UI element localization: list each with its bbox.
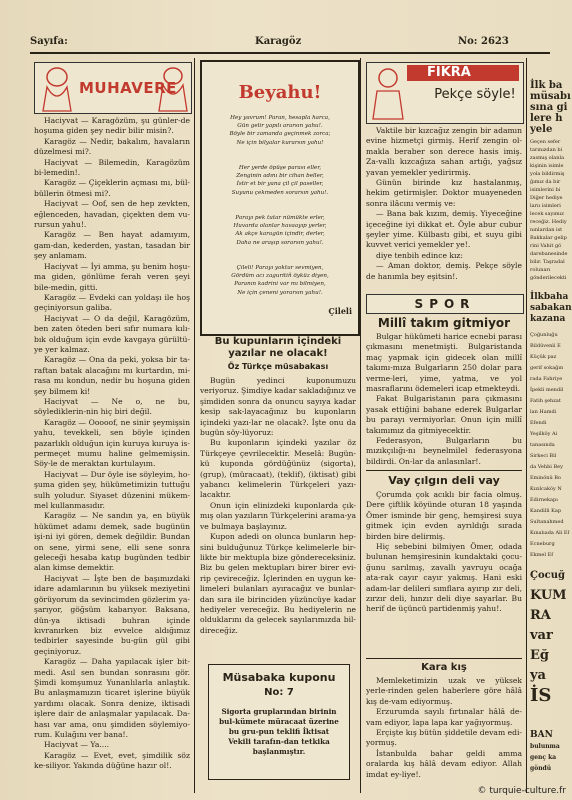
coupon-box[interactable] (208, 664, 350, 780)
kupon-article-body: Bugün yedinci kuponumuzu veriyoruz. Şimdiye kadar sakladığınız ve şimdiden sonra da onuncu sayıya kadar kesip sak-layacağınız bu kuponların içindeki yazı-lar ne olacak?. İşte onu da bugün söy-lüyoruz: Bu kuponların içindeki yazılar öz Türkçeye çevrilecektir. Meselâ: Bugün-kü kuponda gördüğünüz (sigorta), (grup), (müracaat), (teklif), (iktisat) gibi yabancı kelimelerin Türkçeleri yazı-lacaktır. Onun için elinizdeki kuponlarda çık-mış olan yazıların Türkçelerini arama-ya ve bulmaya başlayınız. Kupon adedi on olunca bunların hep-sini bulduğunuz Türkçe kelimelerle bir-likte bir mektupla bize göndereceksiniz. Biz bu gelen mektupları birer birer evi-rip çevireceğiz. İçlerinden en uygun ke-limeleri bulanları ayıracağız ve bunlar-dan sıra ile birinciden yüzüncüye kadar hediyeler vereceğiz. Bu hediyelerin ne olduklarını da gelecek sayılarımızda bil-direceğiz. (200, 376, 357, 635)
beyahu-stanza-2: Her yerde öpüşe parası eller, Zenginin adını bir cihan beller, İstir et bir yana çil çil paseller, Suyunu çekmeden sorarsın yahu!. (231, 165, 329, 196)
edge-bottom-headline: Çocuğ KUM RA var Eğ ya İS (530, 570, 567, 706)
section-rule-1 (366, 470, 522, 471)
fikra-figure-icon (371, 67, 405, 119)
watermark: © turquie-culture.fr (477, 786, 566, 796)
edge-top-headline: İlk ba müsabı sına gi lere h yele (530, 80, 571, 135)
muhavere-body: Haciyvat — Karagözüm, şu günler-de hoşuma giden şey nedir bilir misin?. Karagöz — Nedir, bakalım, havaların düzelmesi mi?. Haciyvat — Bilemedin, Karagözüm bi-lemedin!. Karagöz — Çiçeklerin açması mı, bül-büllerin ötmesi mi?. Haciyvat — Oof, sen de hep zevkten, eğlenceden, havadan, çiçekten dem vu-rursun yahu!. Karagöz — Ben hayat adamıyım, gam-dan, kederden, yastan, tasadan bir şey anlamam. Haciyvat — İyi amma, şu benim hoşu-ma giden, gönlüme ferah veren şeyi bile-medin, gitti. Karagöz — Evdeki can yoldaşı ile hoş geçiniyorsun galiba. Haciyvat — O da değil, Karagözüm, ben zaten öteden beri sıfır numara kılı-bık olduğum için evde kavgaya gürültü-ye yer kalmaz. Karagöz — Ona da peki, yoksa bir ta-raftan batak alacağını mı kurtardın, mi-rasa mı kondun, nedir bu hoşuna giden şey bilmem ki! Haciyvat — Ne o, ne bu, söylediklerin-nin hiç biri değil. Karagöz — Ooooof, ne sinir şeymişsin yahu, tevekkeli, sen böyle içinden pazarlıklı olduğun için kuruya kuruya is-permeçet mumu haline gelmemişsin. Söy-le de meraktan kurtulayım. Haciyvat — Dur öyle ise söyleyim, ho-şuma giden şey, hükümetimizin tuttuğu sulh yoludur. Siyaset düzenini mükem-mel kullanmasıdır. Karagöz — Ne sandın ya, en büyük hükümet adamı demek, sade bugünün işi-ni iyi gören, demek değildir. Bundan on sene, yirmi sene, elli sene sonra geleceği hesaba katıp bugünden tedbir alan kimse demektir. Haciyvat — İşte ben de başımızdaki idare adamlarının bu yüksek meziyetini görüyorum da sevincimden gözlerim ya-şarıyor, göğsüm kabarıyor. Baksana, dün-ya iktisadi buhran içinde kıvranırken biz evvelce aldığımız tedbirler sayesinde bu-gün gül gibi geçiniyoruz. Karagöz — Daha yapılacak işler bit-medi. Asıl sen bundan sonrasını gör. Şimdi komşumuz Yunanlılarla anlaştık. Bu anlaşmamızın ticaret işlerine büyük yardımı olacak. Sonra denize, iktisadi işlere dair de anlaşmalar yapılacak. Da-hası var ama, onu şimdiden söylemiyo-rum. Kulağını ver bana!. Haciyvat — Ya.... Karagöz — Evet, evet, şimdilik söz ke-siliyor. Yakında düğüne hazır ol!. (34, 116, 190, 771)
fikra-subtitle: Pekçe söyle! (434, 87, 516, 102)
edge-mid-body: Çoğunluğu Bildüvenli E Küçük paz gerif sokağın rada Fahriye İpekli mendil Fatih şehzat lan Hamdi Efendi Yeşilköy Ai tanasında Sirkeci Bil da Vehbi Bey Eminönü Bo Kızılcaköy N Edirnekapı Kandilli Kap Sultanahmed Kınalıada Ali Ef Ecneburg Ekmel Ef (530, 332, 570, 558)
masthead (30, 36, 550, 52)
milli-takim-body: Bulgar hükümeti harice ecnebi parası çıkmasını menetmişti. Bulgaristanda maç yapmak için gidecek olan millî takımı-mıza Bulgarların 250 dolar para verme-leri, yime, yatma, ve yol masraflarını ödemeleri icap etmekteydi. Fakat Bulgaristanın para çıkmasını yasak ettiğini bahane ederek Bulgarlar bu parayı vermiyorlar. Onun için millî takımımız da gitmiyecektir. Federasyon, Bulgarların bu mızıkçılığı-nı beynelmilel federasyona bildirdi. On-lar da anlasınlar!. (366, 332, 522, 466)
muhavere-banner (34, 62, 192, 114)
muhavere-title: MUHAVERE (79, 79, 177, 97)
coupon-number: No: 7 (264, 687, 294, 698)
fikra-banner (366, 62, 524, 124)
spor-banner (366, 294, 524, 314)
section-rule-2 (366, 658, 522, 659)
fikra-body: Vaktile bir kızcağız zengin bir adamın evine hizmetçi girmiş. Herif zengin ol-makla beraber son derece hasis imiş. Za-vallı kızcağıza sahan artığı, yağsız yavan yemekler yedirirmiş. Günün birinde kız hastalanmış, hekim getirmişler. Doktor muayeneden sonra ilâcını vermiş ve: — Bana bak kızım, demiş. Yiyeceğine içeceğine iyi dikkat et. Öyle abur cubur şeyler yime. Külbastı gibi, et suyu gibi kuvvet verici yemekler ye!. diye tenbih edince kız: — Aman doktor, demiş. Pekçe söyle de hanımla bey eşitsin!. (366, 126, 522, 281)
beyahu-stanza-3: Parayı pek tutar nümükte erler, Huvarda olanlar havaayıp yerler, Ak akçe karagün içindir, derler, Daha ne araşıp sorarsın yahu!. (233, 215, 327, 246)
edge-mid-headline: İlkbaha sabakan kazana (530, 292, 572, 324)
edge-bottom-body: BAN bulunma genç ka göndü (530, 730, 560, 772)
kupon-article-title: Bu kupunların içindeki yazılar ne olacak! (214, 336, 342, 359)
hacivat-figure-icon (157, 65, 189, 111)
beyahu-signature: Çileli (328, 306, 352, 316)
vay-title: Vay çılgın deli vay (388, 474, 500, 487)
beyahu-title: Beyahu! (238, 82, 322, 103)
page-label: Sayıfa: (30, 36, 68, 47)
edge-top-body: Geçen sefer tarınızdan bi zasmış olanla kişinin isimle yola bildirmiş ğımız da bir isimlerini bi Diğer hediye larıı isimleri lecek sayımız receğiz. Hediy nınlardan ist Bakkalar gelip rini Vahit gö darebanesinde bilır. Taşradal rolunarı gönderilecekti (530, 139, 568, 281)
vay-body: Çorumda çok acıklı bir facia olmuş. Dere çiftlik köyünde oturan 18 yaşında Ömer isminde bir genç, hemşiresi suya gitmek için evden ayrıldığı sırada birden bire delirmiş. Hiç sebebini bilmiyen Ömer, odada bulunan hemşiresinin kundaktaki çocu-ğunu sarılmış, zavallı yavruyu ocağa ata-rak cayır cayır yakmış. Hani eski adam-lar delileri sımflara ayırıp zır deli, zırzır deli, hınzır deli diye sayarlar. Bu herif de üçüncü partidenmiş yahu!. (366, 490, 522, 614)
beyahu-stanza-1: Hey yavrum! Paran, hesapla harca, Gün gelir yapılı ararsın yahu!. Böyle bir zamanda geçinmek zorca; Ne için bilyalar kurarsın yahu! (229, 115, 331, 146)
coupon-text: Sigorta gruplarından birinin bul-kümete müracaat üzerine bu gru-pun teklifi İktisat Vekili tarafın-dan tetkika başlanmıştır. (219, 707, 339, 756)
beyahu-stanza-4: Çileli! Parayı yoktur sevmiyen, Gördüm acı zaguritiñ öyküz diyen, Paranın kadrini var mı bilmiyen, Ne için çeneni yorarsın yahu!. (231, 265, 329, 296)
karagoz-figure-icon (37, 65, 77, 111)
coupon-title: Müsabaka kuponu (222, 671, 336, 684)
column-rule-3 (526, 58, 527, 793)
spor-title: SPOR (414, 297, 476, 311)
fikra-title: FIKRA (427, 65, 471, 80)
kara-kis-title: Kara kış (421, 662, 467, 673)
masthead-rule (30, 52, 550, 54)
issue-number: No: 2623 (458, 36, 509, 47)
beyahu-box (200, 60, 360, 336)
column-rule-1 (194, 58, 195, 793)
kara-kis-body: Memleketimizin uzak ve yüksek yerle-rinden gelen haberlere göre hâlâ kış de-vam ediyormuş. Erzurumda sayılı fırtınalar hâlâ de-vam ediyor, lapa lapa kar yağıyormuş. Erçişte kış bütün şiddetile devam edi-yormuş. İstanbulda bahar geldi amma oralarda kış hâlâ devam ediyor. Allah imdat ey-liye!. (366, 676, 522, 779)
kupon-article-subtitle: Öz Türkçe müsabakası (227, 362, 329, 371)
newspaper-name: Karagöz (255, 36, 302, 47)
milli-takim-title: Millî takım gitmiyor (377, 316, 511, 330)
column-rule-2 (360, 58, 361, 793)
